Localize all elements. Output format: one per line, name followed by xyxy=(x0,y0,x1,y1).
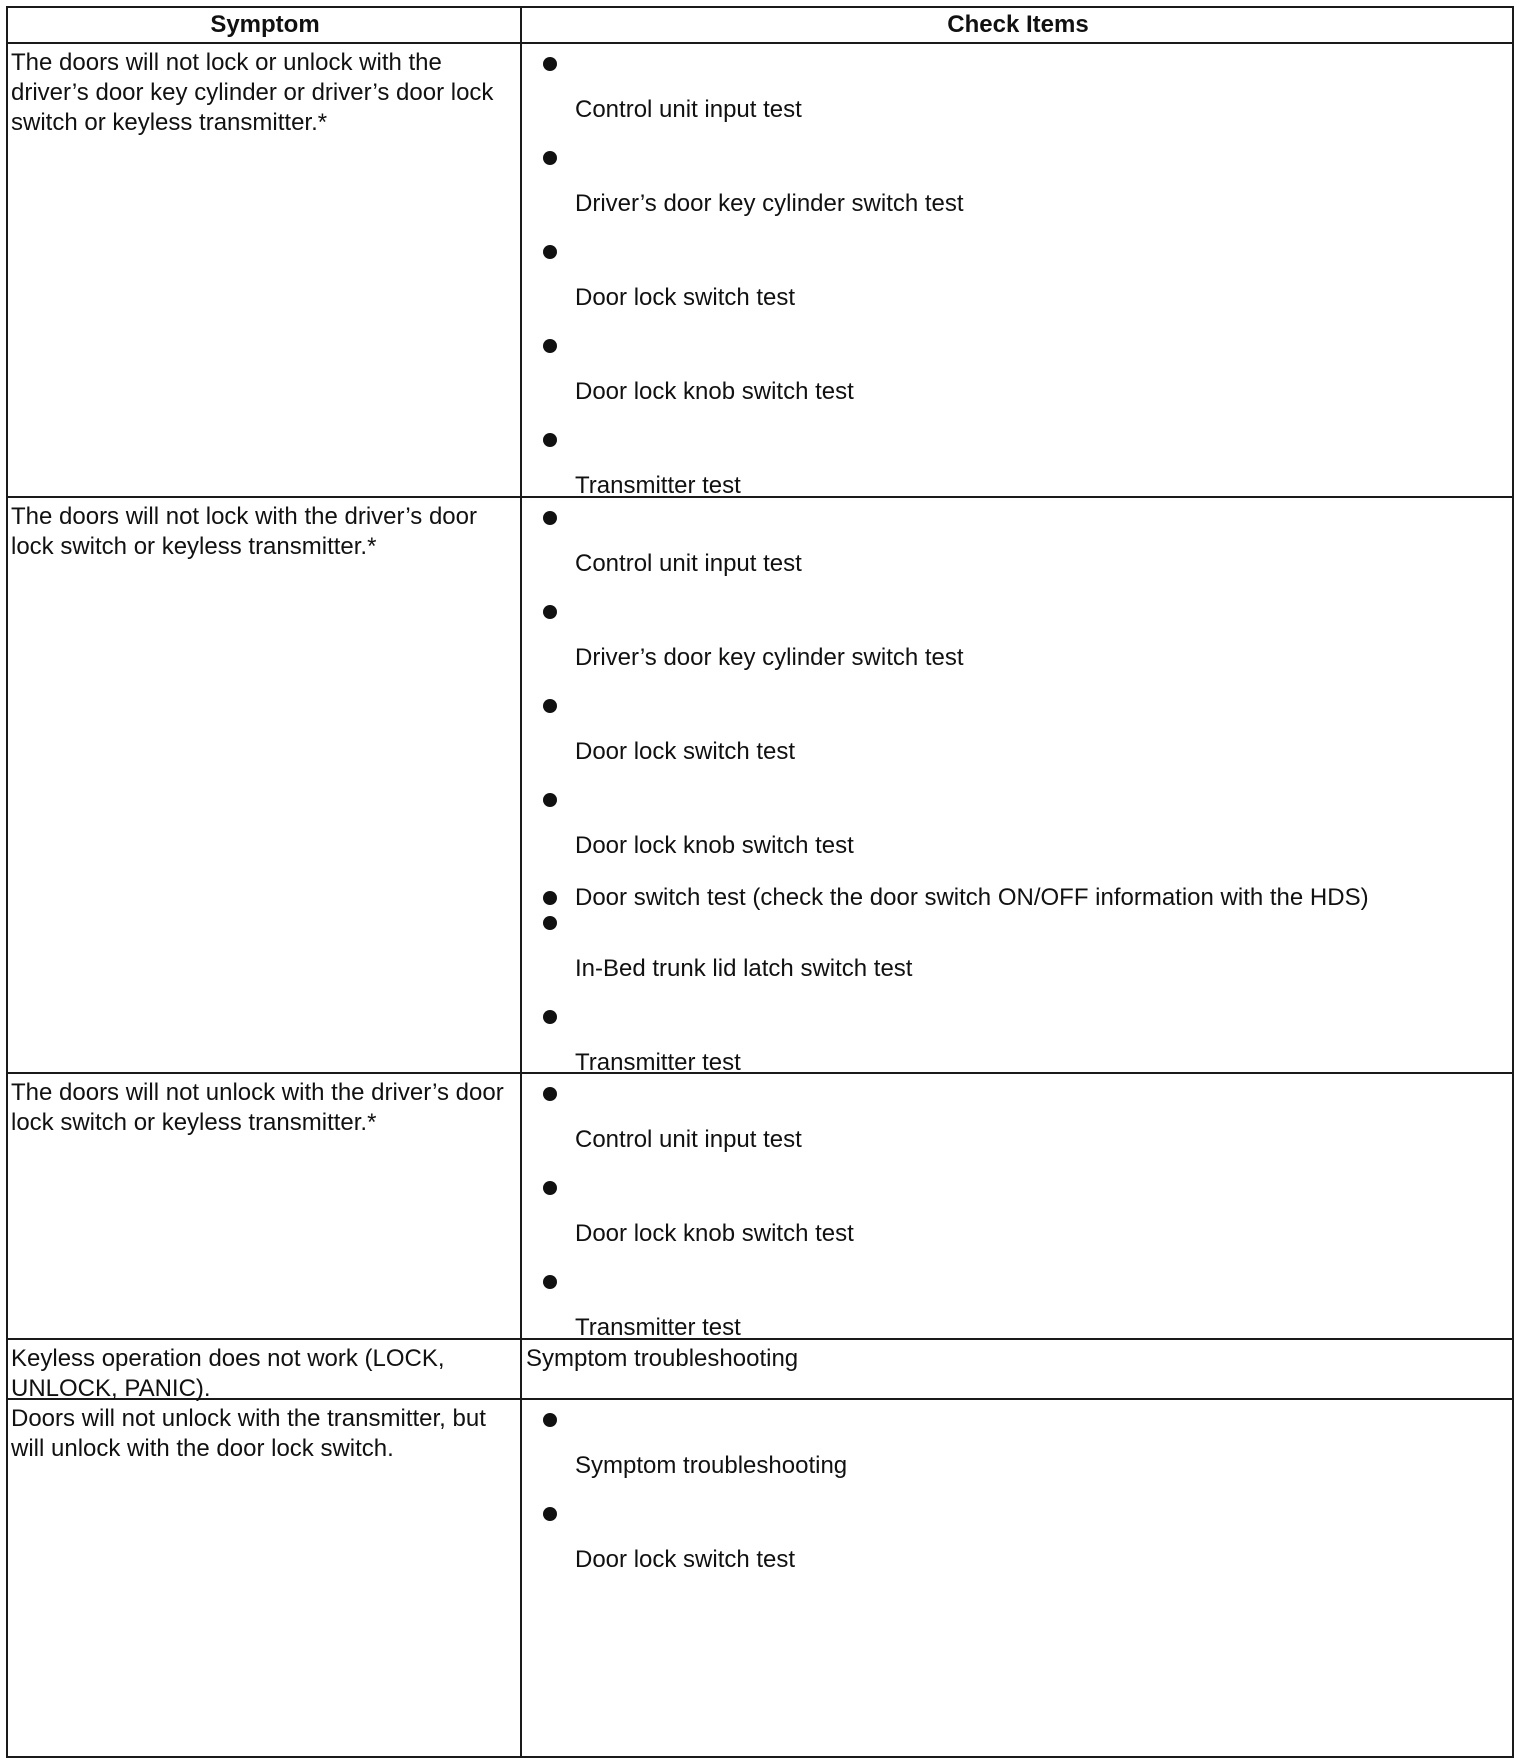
check-item: Door lock knob switch test xyxy=(575,1220,854,1247)
bullet-icon xyxy=(543,1010,557,1024)
bullet-icon xyxy=(543,245,557,259)
check-item: Control unit input test xyxy=(575,96,802,123)
check-items-cell xyxy=(524,1340,1512,1398)
table-row xyxy=(8,1340,1512,1400)
table-row xyxy=(8,498,1512,1074)
check-item: Door lock knob switch test xyxy=(575,832,854,859)
check-item: Control unit input test xyxy=(575,550,802,577)
table-row xyxy=(8,1400,1512,1756)
check-item: Transmitter test xyxy=(575,1049,741,1076)
symptom-cell: The doors will not unlock with the driver’s door lock switch or keyless transmitter.* xyxy=(11,1079,504,1136)
check-items-cell xyxy=(524,44,1512,499)
bullet-icon xyxy=(543,793,557,807)
symptom-cell: Keyless operation does not work (LOCK, UNLOCK, PANIC). xyxy=(11,1345,445,1402)
bullet-icon xyxy=(543,433,557,447)
check-item: Driver’s door key cylinder switch test xyxy=(575,190,964,217)
table-header-row xyxy=(8,8,1512,44)
check-item: Door lock knob switch test xyxy=(575,378,854,405)
bullet-icon xyxy=(543,57,557,71)
check-items-cell xyxy=(524,1074,1512,1341)
bullet-icon xyxy=(543,151,557,165)
check-items-cell xyxy=(524,1400,1512,1756)
check-item: Door switch test (check the door switch ON/OFF information with the HDS) xyxy=(575,884,1369,911)
bullet-icon xyxy=(543,605,557,619)
check-item: Symptom troubleshooting xyxy=(526,1345,799,1372)
bullet-icon xyxy=(543,511,557,525)
check-item: Transmitter test xyxy=(575,472,741,499)
check-item: Transmitter test xyxy=(575,1314,741,1341)
check-item: Control unit input test xyxy=(575,1126,802,1153)
check-items-table xyxy=(6,6,1514,1758)
symptom-cell: The doors will not lock or unlock with the driver’s door key cylinder or driver’s door lock switch or keyless transmitter.* xyxy=(11,49,494,136)
symptom-cell: The doors will not lock with the driver’s door lock switch or keyless transmitter.* xyxy=(11,503,477,560)
bullet-icon xyxy=(543,1413,557,1427)
header-check-items: Check Items xyxy=(947,11,1089,38)
check-item: Symptom troubleshooting xyxy=(575,1452,848,1479)
bullet-icon xyxy=(543,699,557,713)
check-item: Door lock switch test xyxy=(575,1546,796,1573)
bullet-icon xyxy=(543,339,557,353)
bullet-icon xyxy=(543,916,557,930)
bullet-icon xyxy=(543,1507,557,1521)
bullet-icon xyxy=(543,1087,557,1101)
check-item: Door lock switch test xyxy=(575,284,796,311)
header-symptom: Symptom xyxy=(210,11,320,38)
table-row xyxy=(8,1074,1512,1340)
bullet-icon xyxy=(543,1181,557,1195)
symptom-cell: Doors will not unlock with the transmitter, but will unlock with the door lock switch. xyxy=(11,1405,486,1462)
check-item: Door lock switch test xyxy=(575,738,796,765)
table-row xyxy=(8,44,1512,498)
check-item: Driver’s door key cylinder switch test xyxy=(575,644,964,671)
check-item: In-Bed trunk lid latch switch test xyxy=(575,955,913,982)
bullet-icon xyxy=(543,891,557,905)
bullet-icon xyxy=(543,1275,557,1289)
check-items-cell xyxy=(524,498,1512,1076)
